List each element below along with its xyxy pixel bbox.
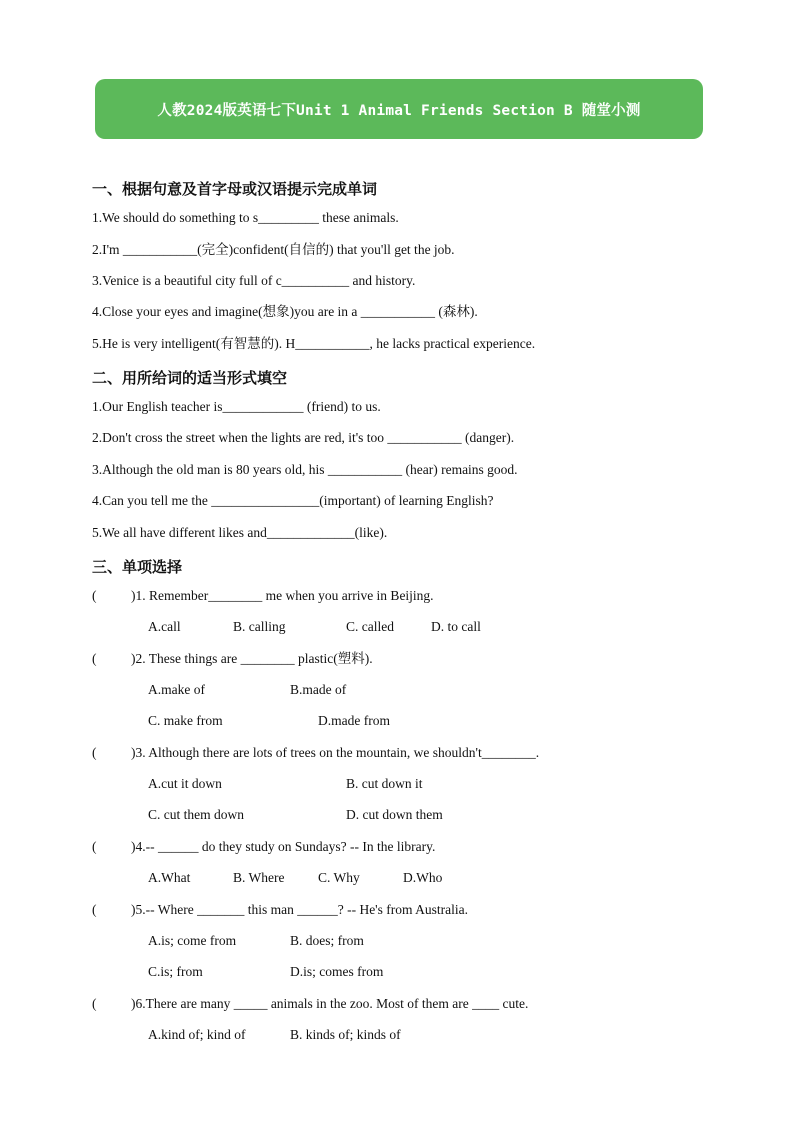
q4-option-a: A.What: [148, 870, 191, 885]
q1-stem: )1. Remember________ me when you arrive in Beijing.: [131, 588, 434, 603]
q1-option-b: B. calling: [233, 619, 286, 634]
q3-paren: (: [92, 745, 97, 760]
q6-paren: (: [92, 996, 97, 1011]
q3-option-a: A.cut it down: [148, 776, 222, 791]
page-title: 人教2024版英语七下Unit 1 Animal Friends Section B 随堂小测: [157, 102, 641, 119]
q6-option-a: A.kind of; kind of: [148, 1027, 246, 1042]
s2-item-5: 5.We all have different likes and_____________(like).: [92, 525, 388, 540]
q2-stem: )2. These things are ________ plastic(塑料).: [131, 651, 373, 666]
q2-option-c: C. make from: [148, 713, 223, 728]
s1-item-5: 5.He is very intelligent(有智慧的). H___________, he lacks practical experience.: [92, 336, 536, 351]
q2-paren: (: [92, 651, 97, 666]
q5-option-a: A.is; come from: [148, 933, 237, 948]
section3-heading: 三、单项选择: [92, 558, 183, 576]
section2-heading: 二、用所给词的适当形式填空: [92, 369, 288, 387]
q5-option-c: C.is; from: [148, 964, 203, 979]
q1-option-c: C. called: [346, 619, 394, 634]
q2-option-a: A.make of: [148, 682, 205, 697]
q4-option-c: C. Why: [318, 870, 360, 885]
q1-option-a: A.call: [148, 619, 181, 634]
q5-option-d: D.is; comes from: [290, 964, 384, 979]
q4-option-d: D.Who: [403, 870, 443, 885]
s1-item-3: 3.Venice is a beautiful city full of c__________ and history.: [92, 273, 416, 288]
q1-paren: (: [92, 588, 97, 603]
q1-option-d: D. to call: [431, 619, 481, 634]
section1-heading: 一、根据句意及首字母或汉语提示完成单词: [92, 180, 378, 198]
title-banner: [95, 79, 703, 139]
q5-option-b: B. does; from: [290, 933, 364, 948]
q3-option-d: D. cut down them: [346, 807, 443, 822]
q4-stem: )4.-- ______ do they study on Sundays? -- In the library.: [131, 839, 436, 854]
q6-option-b: B. kinds of; kinds of: [290, 1027, 401, 1042]
q3-option-c: C. cut them down: [148, 807, 244, 822]
q4-paren: (: [92, 839, 97, 854]
s1-item-4: 4.Close your eyes and imagine(想象)you are in a ___________ (森林).: [92, 304, 478, 319]
q5-stem: )5.-- Where _______ this man ______? -- He's from Australia.: [131, 902, 468, 917]
q2-option-b: B.made of: [290, 682, 347, 697]
q2-option-d: D.made from: [318, 713, 390, 728]
q4-option-b: B. Where: [233, 870, 285, 885]
q6-stem: )6.There are many _____ animals in the zoo. Most of them are ____ cute.: [131, 996, 529, 1011]
q3-option-b: B. cut down it: [346, 776, 423, 791]
q5-paren: (: [92, 902, 97, 917]
s2-item-1: 1.Our English teacher is____________ (friend) to us.: [92, 399, 381, 414]
q3-stem: )3. Although there are lots of trees on the mountain, we shouldn't________.: [131, 745, 540, 760]
s1-item-1: 1.We should do something to s_________ these animals.: [92, 210, 399, 225]
s2-item-4: 4.Can you tell me the ________________(important) of learning English?: [92, 493, 494, 508]
s2-item-2: 2.Don't cross the street when the lights are red, it's too ___________ (danger).: [92, 430, 515, 445]
s1-item-2: 2.I'm ___________(完全)confident(自信的) that you'll get the job.: [92, 242, 455, 257]
s2-item-3: 3.Although the old man is 80 years old, his ___________ (hear) remains good.: [92, 462, 518, 477]
